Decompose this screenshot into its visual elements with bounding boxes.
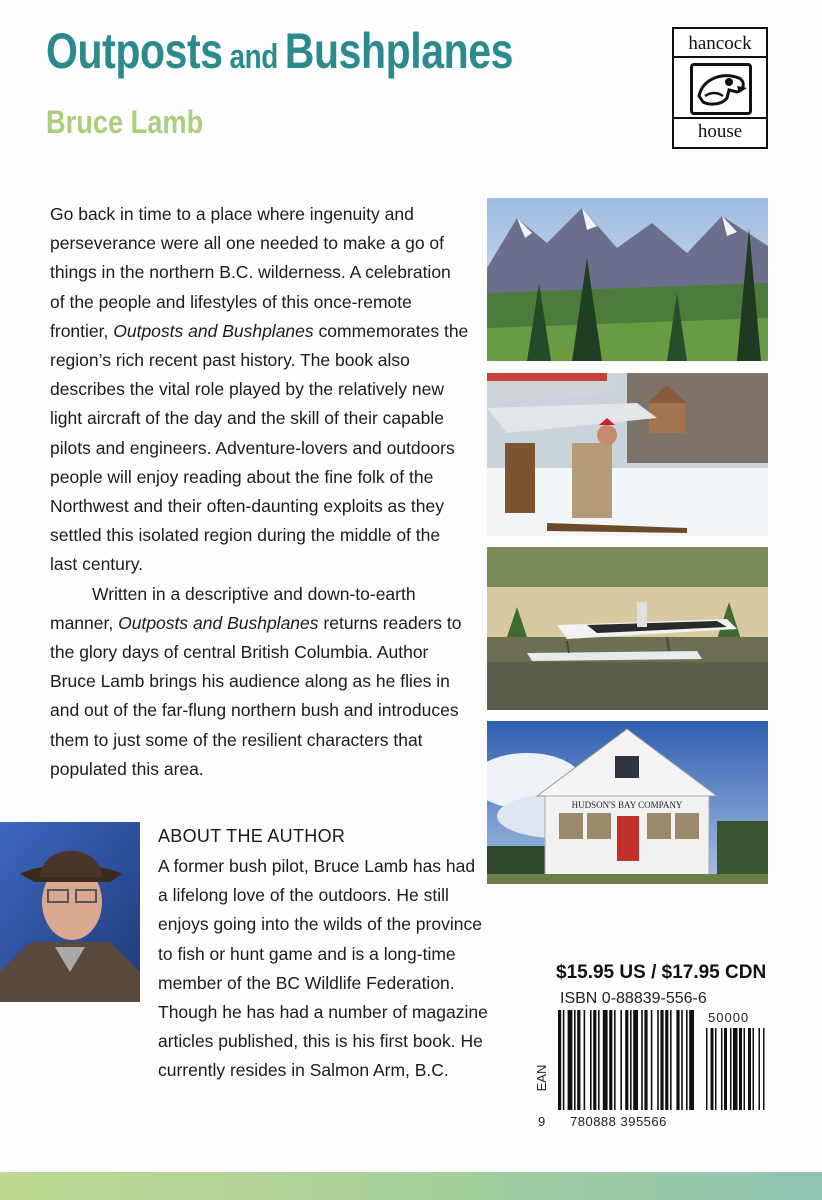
ean-label: EAN bbox=[534, 1064, 549, 1092]
description-paragraph-2: Written in a descriptive and down-to-earth manner, Outposts and Bushplanes returns readers to the glory days of central British Columbia. Author Bruce Lamb brings his audience along as he flies in and out of the far-flung northern bush and introduces them to just some of the resilient characters that populated this area. bbox=[50, 583, 462, 779]
publisher-logo bbox=[672, 27, 768, 149]
title-word-bushplanes: Bushplanes bbox=[284, 23, 514, 79]
barcode bbox=[532, 1008, 777, 1138]
main-barcode-bars bbox=[558, 1010, 694, 1110]
isbn-label: ISBN 0-88839-556-6 bbox=[560, 990, 707, 1007]
book-title bbox=[46, 22, 513, 80]
bottom-color-band bbox=[0, 1172, 822, 1200]
photo-bushplane-snow bbox=[487, 373, 768, 536]
italic-title: Outposts and Bushplanes bbox=[118, 612, 319, 633]
photo-mountains bbox=[487, 198, 768, 361]
title-word-outposts: Outposts bbox=[46, 23, 223, 79]
about-author-text: A former bush pilot, Bruce Lamb has had a lifelong love of the outdoors. He still enjoys going into the wilds of the province to fish or hunt game and is a long-time member of the BC Wildlife Federation. Though he has had a number of magazine articles published, this is his first book. He currently resides in Salmon Arm, B.C. bbox=[158, 856, 488, 1081]
barcode-addon-digits: 50000 bbox=[708, 1010, 750, 1025]
author-portrait bbox=[0, 822, 140, 1002]
book-description bbox=[50, 200, 470, 784]
barcode-digits: 780888 395566 bbox=[570, 1114, 667, 1129]
photo-hudsons-bay-store bbox=[487, 721, 768, 884]
description-paragraph-1: Go back in time to a place where ingenuity and perseverance were all one needed to make a go of things in the northern B.C. wilderness. A celebration of the people and lifestyles of this once-remote frontier, Outposts and Bushplanes commemorates the region’s rich recent past history. The book also describes the vital role played by the relatively new light aircraft of the day and the skill of their capable pilots and engineers. Adventure-lovers and outdoors people will enjoy reading about the fine folk of the Northwest and their often-daunting exploits as they settled this isolated region during the middle of the last century. bbox=[50, 204, 469, 575]
thunderbird-icon bbox=[690, 63, 752, 115]
publisher-name-bottom: house bbox=[697, 121, 743, 142]
store-sign: HUDSON'S BAY COMPANY bbox=[571, 800, 683, 810]
barcode-first-digit: 9 bbox=[538, 1114, 546, 1129]
italic-title: Outposts and Bushplanes bbox=[113, 320, 314, 341]
about-author-heading: ABOUT THE AUTHOR bbox=[158, 826, 346, 846]
title-word-and: and bbox=[229, 38, 278, 76]
author-name: Bruce Lamb bbox=[46, 104, 204, 140]
publisher-name-top: hancock bbox=[688, 33, 752, 54]
price-label: $15.95 US / $17.95 CDN bbox=[556, 962, 767, 983]
photo-floatplane bbox=[487, 547, 768, 710]
addon-barcode-bars bbox=[706, 1028, 765, 1110]
